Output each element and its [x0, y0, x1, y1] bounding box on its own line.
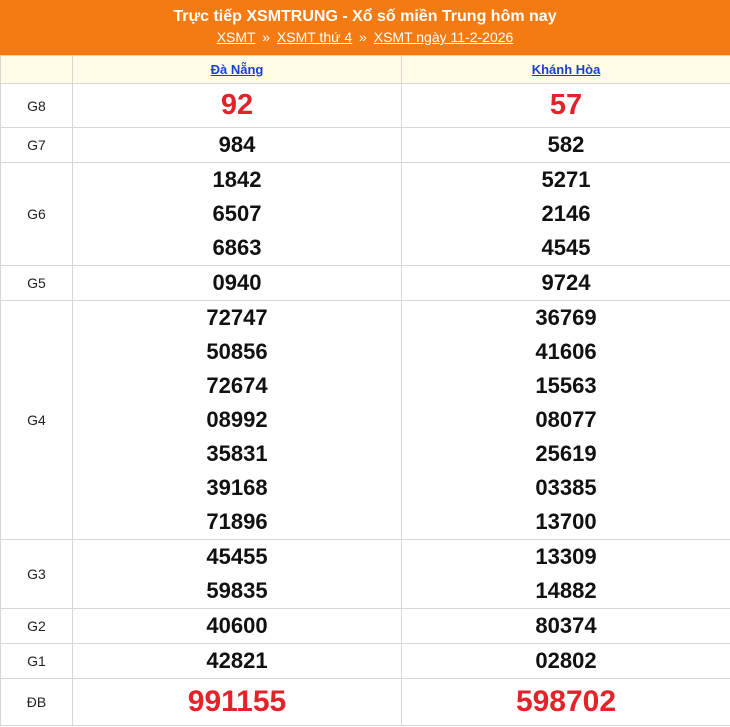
prize-row — [1, 540, 730, 609]
prize-number: 1842 — [212, 167, 262, 192]
prize-numbers-1 — [73, 644, 402, 679]
prize-number: 92 — [220, 89, 254, 121]
prize-label: G5 — [1, 266, 73, 301]
prize-number: 9724 — [541, 270, 591, 295]
prize-number: 984 — [218, 132, 256, 157]
prize-number: 40600 — [206, 613, 268, 638]
prize-numbers-2 — [402, 163, 730, 266]
prize-row — [1, 644, 730, 679]
prize-numbers-2 — [402, 84, 730, 128]
prize-label: G8 — [1, 84, 73, 128]
prize-number: 41606 — [535, 339, 597, 364]
prize-row — [1, 163, 730, 266]
prize-number: 71896 — [206, 509, 268, 534]
prize-numbers-2 — [402, 301, 730, 540]
prize-number: 50856 — [206, 339, 268, 364]
prize-numbers-1 — [73, 266, 402, 301]
province-header-1 — [73, 56, 402, 84]
prize-label: G3 — [1, 540, 73, 609]
prize-numbers-2 — [402, 679, 730, 726]
prize-row — [1, 301, 730, 540]
prize-number: 2146 — [541, 201, 591, 226]
prize-row — [1, 128, 730, 163]
prize-numbers-2 — [402, 609, 730, 644]
prize-numbers-1 — [73, 163, 402, 266]
breadcrumb-date-link[interactable]: XSMT ngày 11-2-2026 — [373, 29, 514, 45]
results-table — [0, 55, 730, 726]
prize-number: 598702 — [515, 685, 617, 718]
prize-number: 13309 — [535, 544, 597, 569]
prize-number: 14882 — [535, 578, 597, 603]
prize-row — [1, 266, 730, 301]
prize-number: 991155 — [187, 685, 287, 718]
prize-number: 72674 — [206, 373, 268, 398]
table-header-row — [1, 56, 730, 84]
prize-number: 59835 — [206, 578, 268, 603]
prize-numbers-2 — [402, 540, 730, 609]
prize-label: G1 — [1, 644, 73, 679]
prize-numbers-1 — [73, 128, 402, 163]
prize-number: 80374 — [535, 613, 597, 638]
prize-number: 57 — [549, 89, 583, 121]
province-link-khanh-hoa[interactable]: Khánh Hòa — [531, 62, 601, 77]
prize-row — [1, 679, 730, 726]
prize-number: 15563 — [535, 373, 597, 398]
prize-number: 35831 — [206, 441, 268, 466]
prize-number: 25619 — [535, 441, 597, 466]
prize-number: 13700 — [535, 509, 597, 534]
prize-numbers-2 — [402, 266, 730, 301]
prize-numbers-1 — [73, 84, 402, 128]
prize-label: ĐB — [1, 679, 73, 726]
prize-number: 6507 — [212, 201, 262, 226]
prize-number: 0940 — [212, 270, 262, 295]
prize-number: 5271 — [541, 167, 591, 192]
prize-numbers-1 — [73, 679, 402, 726]
prize-number: 6863 — [212, 235, 262, 260]
prize-row — [1, 84, 730, 128]
prize-numbers-2 — [402, 128, 730, 163]
prize-number: 582 — [547, 132, 585, 157]
breadcrumb — [0, 28, 730, 47]
prize-label: G4 — [1, 301, 73, 540]
prize-label: G2 — [1, 609, 73, 644]
prize-label: G6 — [1, 163, 73, 266]
prize-numbers-1 — [73, 540, 402, 609]
prize-number: 08077 — [535, 407, 597, 432]
breadcrumb-separator: » — [359, 29, 367, 45]
prize-number: 08992 — [206, 407, 268, 432]
province-header-2 — [402, 56, 730, 84]
prize-number: 45455 — [206, 544, 268, 569]
breadcrumb-xsmt-link[interactable]: XSMT — [216, 29, 256, 45]
prize-row — [1, 609, 730, 644]
province-link-da-nang[interactable]: Đà Nẵng — [210, 62, 264, 77]
page-header — [0, 0, 730, 55]
breadcrumb-separator: » — [262, 29, 271, 45]
prize-number: 42821 — [206, 648, 268, 673]
prize-label: G7 — [1, 128, 73, 163]
prize-number: 39168 — [206, 475, 268, 500]
results-body — [1, 84, 730, 726]
page-title: Trực tiếp XSMTRUNG - Xổ số miền Trung hôm nay — [173, 8, 557, 25]
prize-number: 02802 — [535, 648, 597, 673]
breadcrumb-weekday-link[interactable]: XSMT thứ 4 — [276, 29, 353, 45]
prize-number: 03385 — [535, 475, 597, 500]
prize-number: 72747 — [206, 305, 268, 330]
prize-numbers-1 — [73, 301, 402, 540]
prize-numbers-1 — [73, 609, 402, 644]
prize-number: 36769 — [535, 305, 597, 330]
prize-numbers-2 — [402, 644, 730, 679]
prize-number: 4545 — [541, 235, 591, 260]
prize-column-header — [1, 56, 73, 84]
